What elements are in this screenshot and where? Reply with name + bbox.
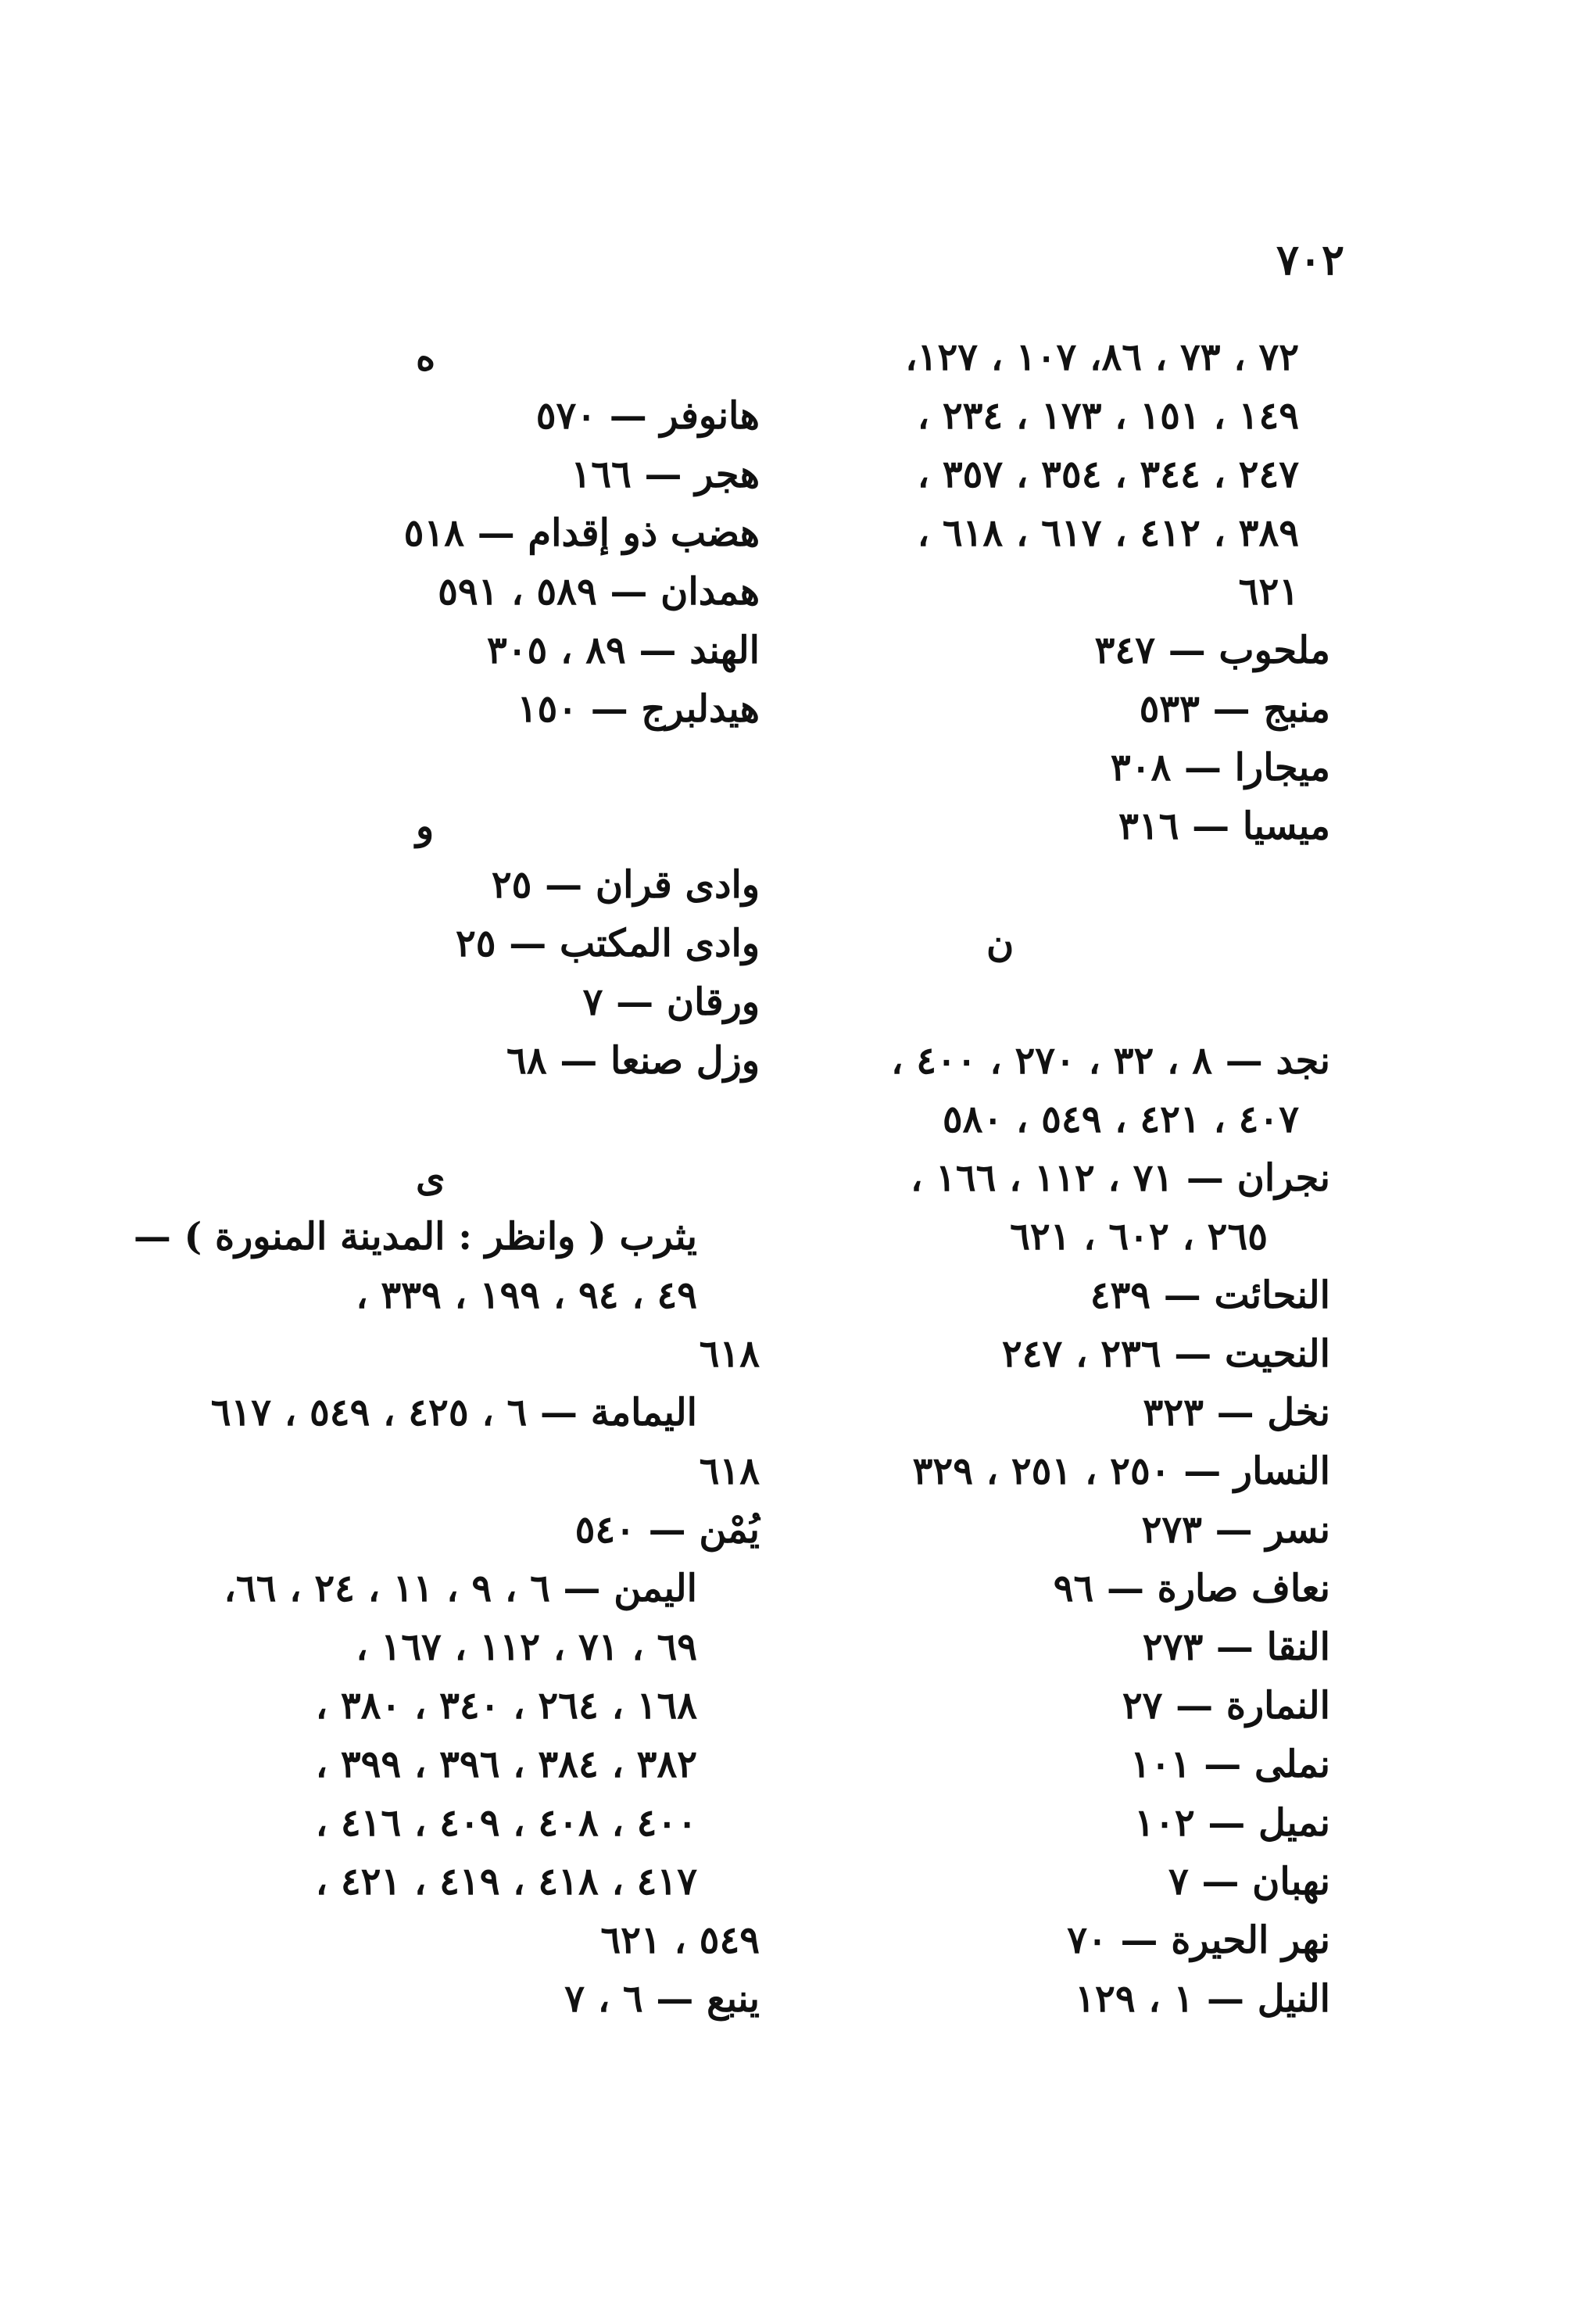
index-entry-line: ميسيا — ٣١٦ xyxy=(1118,804,1330,848)
index-entry-line: ١٤٩ ، ١٥١ ، ١٧٣ ، ٢٣٤ ، xyxy=(917,394,1299,438)
index-entry-line: ٦١٨ xyxy=(699,1449,760,1493)
index-entry-line: نهبان — ٧ xyxy=(1168,1860,1330,1904)
index-entry-line: منبج — ٥٣٣ xyxy=(1139,687,1330,731)
index-entry-line: همدان — ٥٨٩ ، ٥٩١ xyxy=(438,570,760,614)
index-entry-line: نميل — ١٠٢ xyxy=(1134,1801,1330,1845)
index-entry-line: نخل — ٣٢٣ xyxy=(1143,1391,1330,1434)
index-entry-line: النحيت — ٢٣٦ ، ٢٤٧ xyxy=(1001,1332,1330,1376)
index-entry-line: ٢٦٥ ، ٦٠٢ ، ٦٢١ xyxy=(1010,1215,1268,1259)
index-entry-line: وزل صنعا — ٦٨ xyxy=(506,1039,760,1083)
index-entry-line: نجد — ٨ ، ٣٢ ، ٢٧٠ ، ٤٠٠ ، xyxy=(891,1039,1330,1083)
index-entry-line: النحائت — ٤٣٩ xyxy=(1090,1273,1330,1317)
index-entry-line: نجران — ٧١ ، ١١٢ ، ١٦٦ ، xyxy=(910,1156,1330,1200)
index-entry-line: ملحوب — ٣٤٧ xyxy=(1094,629,1330,672)
letter-heading: ه xyxy=(416,335,436,379)
index-entry-line: نهر الحيرة — ٧٠ xyxy=(1067,1918,1330,1962)
page-number: ٧٠٢ xyxy=(1276,235,1344,285)
index-entry-line: النيل — ١ ، ١٢٩ xyxy=(1075,1977,1330,2021)
index-entry-line: ٤٠٧ ، ٤٢١ ، ٥٤٩ ، ٥٨٠ xyxy=(942,1098,1299,1141)
section-gap xyxy=(166,739,760,797)
index-entry-line: اليمامة — ٦ ، ٤٢٥ ، ٥٤٩ ، ٦١٧ xyxy=(210,1391,697,1434)
index-entry-line: ٧٢ ، ٧٣ ، ٨٦، ١٠٧ ، ١٢٧، xyxy=(905,335,1299,379)
index-entry-line: يُمْن — ٥٤٠ xyxy=(574,1508,760,1552)
index-entry-line: يثرب ( وانظر : المدينة المنورة ) — xyxy=(133,1215,697,1259)
index-entry-line: نسر — ٢٧٣ xyxy=(1141,1508,1330,1552)
index-entry-line: ٦٢١ xyxy=(1238,570,1299,614)
index-entry-line: نعاف صارة — ٩٦ xyxy=(1053,1567,1330,1610)
index-column-left xyxy=(133,328,760,2029)
index-entry-line: هجر — ١٦٦ xyxy=(571,453,760,496)
index-entry-line: ٤١٧ ، ٤١٨ ، ٤١٩ ، ٤٢١ ، xyxy=(315,1860,697,1904)
index-entry-line: ٢٤٧ ، ٣٤٤ ، ٣٥٤ ، ٣٥٧ ، xyxy=(917,453,1299,496)
index-entry-line: ورقان — ٧ xyxy=(582,980,760,1024)
index-entry-line: ٣٨٢ ، ٣٨٤ ، ٣٩٦ ، ٣٩٩ ، xyxy=(315,1742,697,1786)
letter-heading: و xyxy=(416,804,435,848)
index-entry-line: الهند — ٨٩ ، ٣٠٥ xyxy=(486,629,760,672)
index-entry-line: ٤٠٠ ، ٤٠٨ ، ٤٠٩ ، ٤١٦ ، xyxy=(315,1801,697,1845)
index-entry-line: ٤٩ ، ٩٤ ، ١٩٩ ، ٣٣٩ ، xyxy=(356,1273,697,1317)
section-gap xyxy=(166,1091,760,1149)
index-entry-line: ٣٨٩ ، ٤١٢ ، ٦١٧ ، ٦١٨ ، xyxy=(917,511,1299,555)
letter-heading: ى xyxy=(416,1156,446,1200)
index-entry-line: ٦١٨ xyxy=(699,1332,760,1376)
index-column-right xyxy=(752,328,1330,2029)
index-entry-line: وادى قران — ٢٥ xyxy=(491,863,760,907)
index-entry-line: هانوفر — ٥٧٠ xyxy=(535,394,760,438)
index-entry-line: النقا — ٢٧٣ xyxy=(1142,1625,1330,1669)
index-entry-line: هيدلبرج — ١٥٠ xyxy=(517,687,760,731)
index-entry-line: ٦٩ ، ٧١ ، ١١٢ ، ١٦٧ ، xyxy=(356,1625,697,1669)
index-entry-line: ينبع — ٦ ، ٧ xyxy=(564,1977,760,2021)
index-entry-line: ١٦٨ ، ٢٦٤ ، ٣٤٠ ، ٣٨٠ ، xyxy=(315,1684,697,1728)
index-entry-line: وادى المكتب — ٢٥ xyxy=(456,922,760,965)
index-entry-line: النسار — ٢٥٠ ، ٢٥١ ، ٣٢٩ xyxy=(912,1449,1330,1493)
section-gap xyxy=(752,856,1330,915)
index-entry-line: اليمن — ٦ ، ٩ ، ١١ ، ٢٤ ، ٦٦، xyxy=(224,1567,697,1610)
section-gap xyxy=(752,973,1330,1032)
index-entry-line: نملى — ١٠١ xyxy=(1130,1742,1330,1786)
index-entry-line: النمارة — ٢٧ xyxy=(1122,1684,1330,1728)
letter-heading: ن xyxy=(986,922,1014,965)
index-entry-line: ٥٤٩ ، ٦٢١ xyxy=(600,1918,760,1962)
index-entry-line: ميجارا — ٣٠٨ xyxy=(1110,746,1330,790)
index-entry-line: هضب ذو إقدام — ٥١٨ xyxy=(403,511,760,555)
